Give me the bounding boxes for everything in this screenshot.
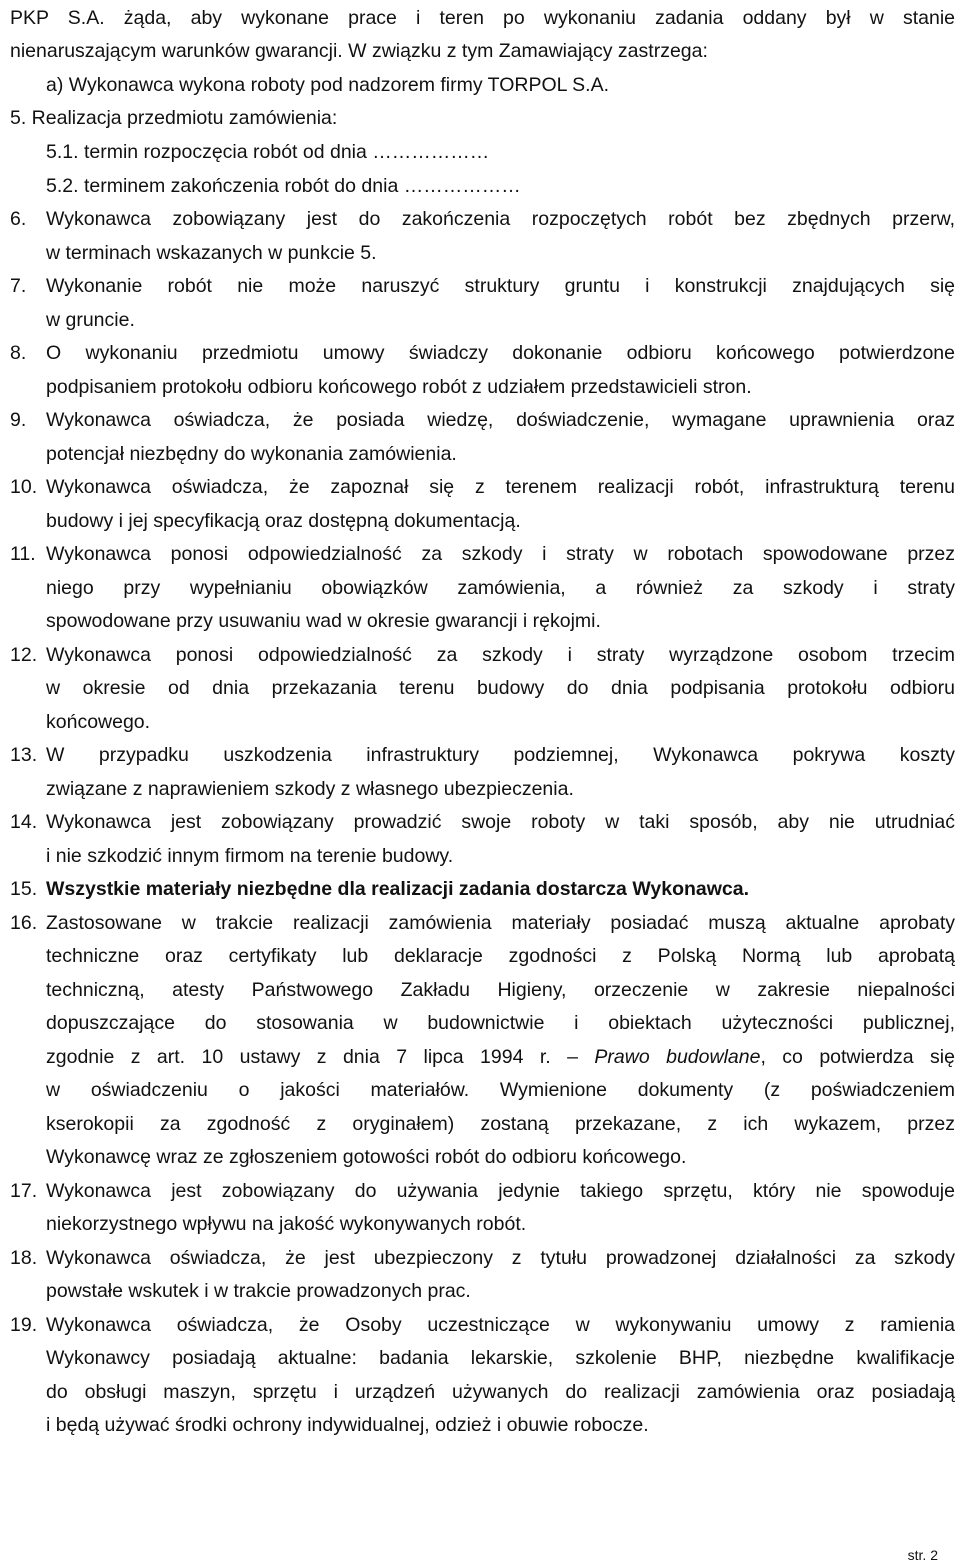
item-number: 10. (10, 476, 38, 498)
law-reference-pre: zgodnie z art. 10 ustawy z dnia 7 lipca 1994 r. – (46, 1046, 595, 1068)
item-line: techniczne oraz certyfikaty lub deklaracje zgodności z Polską Normą lub aprobatą (46, 945, 955, 967)
item-line: w terminach wskazanych w punkcie 5. (46, 242, 377, 264)
item-line: i nie szkodzić innym firmom na terenie budowy. (46, 845, 454, 867)
item-line: Zastosowane w trakcie realizacji zamówienia materiały posiadać muszą aktualne aprobaty (46, 912, 955, 934)
intro-line: PKP S.A. żąda, aby wykonane prace i teren po wykonaniu zadania oddany był w stanie (10, 7, 955, 29)
item-line: potencjał niezbędny do wykonania zamówienia. (46, 443, 457, 465)
item-number: 8. (10, 342, 27, 364)
item-line: techniczną, atesty Państwowego Zakładu Higieny, orzeczenie w zakresie niepalności (46, 979, 955, 1001)
item-line: Wykonawcy posiadają aktualne: badania lekarskie, szkolenie BHP, niezbędne kwalifikacje (46, 1347, 955, 1369)
item-number: 17. (10, 1180, 38, 1202)
item-line: Wykonawcę wraz ze zgłoszeniem gotowości robót do odbioru końcowego. (46, 1146, 687, 1168)
item-line: Wszystkie materiały niezbędne dla realizacji zadania dostarcza Wykonawca. (46, 878, 750, 900)
item-line: spowodowane przy usuwaniu wad w okresie gwarancji i rękojmi. (46, 610, 601, 632)
item-number: 13. (10, 744, 38, 766)
page-number: str. 2 (907, 1547, 938, 1563)
item-line: Wykonawca jest zobowiązany prowadzić swoje roboty w taki sposób, aby nie utrudniać (46, 811, 955, 833)
item-number: 19. (10, 1314, 38, 1336)
item-line: i będą używać środki ochrony indywidualnej, odzież i obuwie robocze. (46, 1414, 649, 1436)
item-number: 9. (10, 409, 27, 431)
item-number: 11. (10, 543, 36, 565)
item-line: Wykonawca ponosi odpowiedzialność za szkody i straty w robotach spowodowane przez (46, 543, 955, 565)
item-number: 16. (10, 912, 38, 934)
item-line: do obsługi maszyn, sprzętu i urządzeń używanych do realizacji zamówienia oraz posiadają (46, 1381, 955, 1403)
item-number: 12. (10, 644, 38, 666)
item-line: w gruncie. (46, 309, 135, 331)
item-line: Wykonanie robót nie może naruszyć struktury gruntu i konstrukcji znajdujących się (46, 275, 955, 297)
intro-line: a) Wykonawca wykona roboty pod nadzorem firmy TORPOL S.A. (46, 74, 610, 96)
item-line: Wykonawca oświadcza, że jest ubezpieczony z tytułu prowadzonej działalności za szkody (46, 1247, 955, 1269)
item-line: Wykonawca ponosi odpowiedzialność za szkody i straty wyrządzone osobom trzecim (46, 644, 955, 666)
item-number: 18. (10, 1247, 38, 1269)
item-line: w oświadczeniu o jakości materiałów. Wymienione dokumenty (z poświadczeniem (46, 1079, 955, 1101)
section-title: 5. Realizacja przedmiotu zamówienia: (10, 107, 338, 129)
item-line: niekorzystnego wpływu na jakość wykonywanych robót. (46, 1213, 527, 1235)
item-line: powstałe wskutek i w trakcie prowadzonych prac. (46, 1280, 471, 1302)
law-title: Prawo budowlane (594, 1046, 761, 1068)
item-number: 15. (10, 878, 38, 900)
law-reference-post: , co potwierdza się (760, 1046, 955, 1068)
item-line: związane z naprawieniem szkody z własnego ubezpieczenia. (46, 778, 574, 800)
item-line: W przypadku uszkodzenia infrastruktury podziemnej, Wykonawca pokrywa koszty (46, 744, 955, 766)
item-line: w okresie od dnia przekazania terenu budowy do dnia podpisania protokołu odbioru (46, 677, 955, 699)
item-line: Wykonawca zobowiązany jest do zakończenia rozpoczętych robót bez zbędnych przerw, (46, 208, 955, 230)
subitem: 5.1. termin rozpoczęcia robót od dnia ……………… (46, 141, 490, 163)
item-line: Wykonawca jest zobowiązany do używania jedynie takiego sprzętu, który nie spowoduje (46, 1180, 955, 1202)
item-line: niego przy wypełnianiu obowiązków zamówienia, a również za szkody i straty (46, 577, 955, 599)
item-number: 6. (10, 208, 27, 230)
item-line: Wykonawca oświadcza, że zapoznał się z terenem realizacji robót, infrastrukturą terenu (46, 476, 955, 498)
item-line: końcowego. (46, 711, 151, 733)
subitem: 5.2. terminem zakończenia robót do dnia ……………… (46, 175, 521, 197)
item-line: O wykonaniu przedmiotu umowy świadczy dokonanie odbioru końcowego potwierdzone (46, 342, 955, 364)
item-line: kserokopii za zgodność z oryginałem) zostaną przekazane, z ich wykazem, przez (46, 1113, 955, 1135)
item-number: 7. (10, 275, 27, 297)
item-line: podpisaniem protokołu odbioru końcowego robót z udziałem przedstawicieli stron. (46, 376, 752, 398)
item-line: budowy i jej specyfikacją oraz dostępną dokumentacją. (46, 510, 521, 532)
item-line: Wykonawca oświadcza, że Osoby uczestniczące w wykonywaniu umowy z ramienia (46, 1314, 955, 1336)
item-number: 14. (10, 811, 38, 833)
intro-line: nienaruszającym warunków gwarancji. W związku z tym Zamawiający zastrzega: (10, 40, 708, 62)
item-line: Wykonawca oświadcza, że posiada wiedzę, doświadczenie, wymagane uprawnienia oraz (46, 409, 955, 431)
item-line-law (46, 1045, 955, 1069)
item-line: dopuszczające do stosowania w budownictwie i obiektach użyteczności publicznej, (46, 1012, 955, 1034)
